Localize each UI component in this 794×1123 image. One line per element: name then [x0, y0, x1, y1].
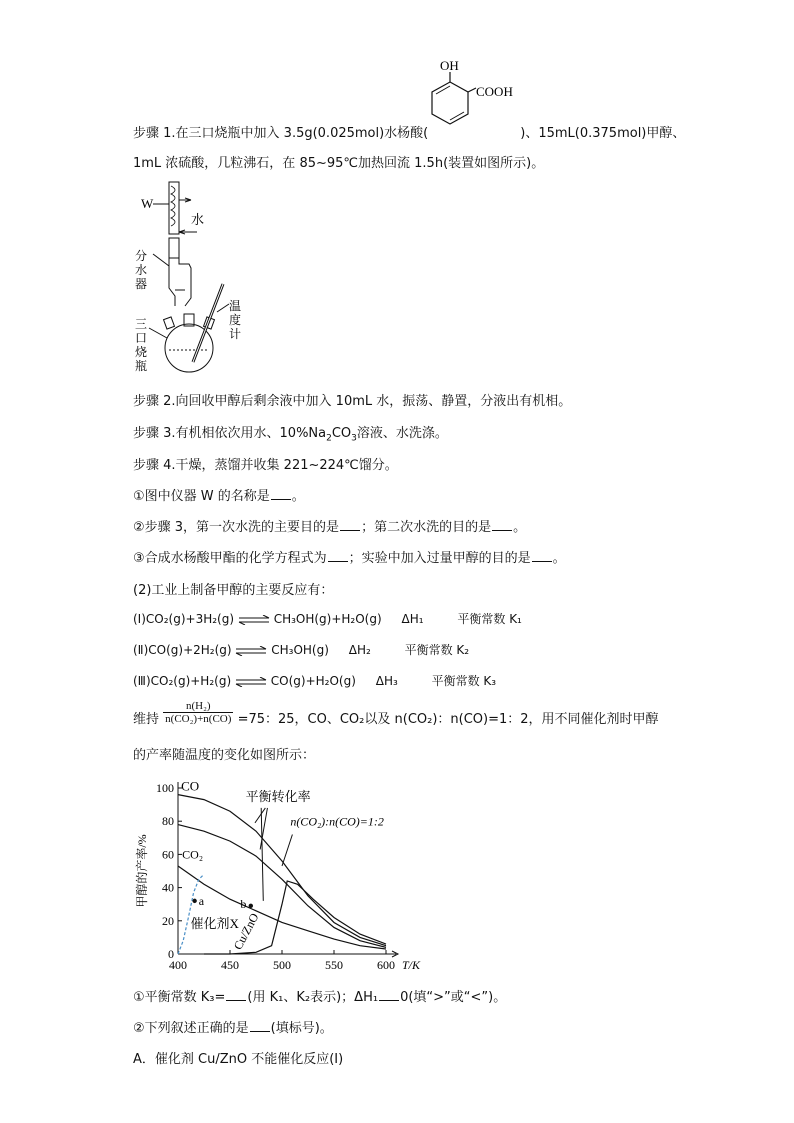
step3-text-a: 步骤 3.有机相依次用水、10%Na — [133, 426, 327, 441]
step4: 步骤 4.干燥，蒸馏并收集 221~224℃馏分。 — [133, 458, 398, 473]
correct-text-a: ②下列叙述正确的是 — [133, 1021, 249, 1036]
arrow-to-co2 — [261, 808, 263, 901]
q2-text-b: ；第二次水洗的目的是 — [361, 520, 492, 535]
x-tick-label: 450 — [221, 958, 239, 972]
step1-line1 — [133, 122, 685, 141]
r1-right: CH₃OH(g)+H₂O(g) — [273, 612, 382, 626]
x-tick-label: 600 — [377, 958, 395, 972]
step3-sub: 2 — [326, 433, 332, 444]
question-k3 — [133, 986, 506, 1005]
thermometer-label-1: 温 — [229, 299, 242, 313]
question-3 — [133, 547, 566, 566]
cooh-label: COOH — [476, 84, 513, 99]
flask-label-3: 烧 — [135, 345, 148, 359]
maintain-text: 维持 — [133, 712, 160, 727]
label-co: CO — [181, 778, 200, 794]
arrow-to-co — [255, 808, 265, 823]
reaction-2 — [133, 641, 469, 658]
x-axis-label: T/K — [402, 958, 421, 972]
part2-intro: (2)工业上制备甲醇的主要反应有： — [133, 583, 334, 598]
step3 — [133, 422, 448, 444]
q1-text: ①图中仪器 W 的名称是 — [133, 489, 270, 504]
q1-end: 。 — [291, 489, 305, 504]
equilibrium-arrow-icon — [235, 677, 267, 687]
y-tick-label: 40 — [162, 880, 174, 895]
k3-text-c: 0(填“>”或“<”)。 — [400, 990, 507, 1005]
equilibrium-arrow-icon — [235, 646, 267, 656]
y-tick-label: 0 — [168, 947, 174, 961]
w-label: W — [141, 196, 154, 211]
r3-right: CO(g)+H₂O(g) — [270, 674, 356, 688]
series-line-3 — [178, 874, 204, 954]
methanol-yield-chart — [132, 770, 442, 980]
label-cuzno: Cu/ZnO — [230, 910, 262, 953]
flask-label-1: 三 — [135, 317, 148, 331]
question-1 — [133, 485, 305, 504]
correct-text-b: (填标号)。 — [270, 1021, 333, 1036]
r2-dh: ΔH₂ — [348, 643, 371, 657]
question-correct — [133, 1017, 333, 1036]
x-tick-label: 400 — [169, 958, 187, 972]
r3-left: (Ⅲ)CO₂(g)+H₂(g) — [133, 674, 232, 688]
fraction-numerator: n(H₂) — [163, 700, 233, 713]
ratio-line-2: 的产率随温度的变化如图所示： — [133, 748, 316, 763]
dh1-blank[interactable] — [379, 990, 399, 1001]
correct-blank[interactable] — [250, 1021, 270, 1032]
separator-label-3: 器 — [135, 277, 148, 291]
apparatus-diagram — [133, 178, 273, 378]
r1-k: 平衡常数 K₁ — [457, 612, 522, 626]
water-label: 水 — [191, 212, 205, 227]
r2-right: CH₃OH(g) — [271, 643, 329, 657]
q2-blank-2[interactable] — [492, 520, 512, 531]
step2: 步骤 2.向回收甲醇后剩余液中加入 10mL 水，振荡、静置，分液出有机相。 — [133, 394, 572, 409]
k3-blank[interactable] — [226, 990, 246, 1001]
label-co2: CO₂ — [182, 847, 204, 862]
q2-text-a: ②步骤 3，第一次水洗的主要目的是 — [133, 520, 340, 535]
r3-dh: ΔH₃ — [375, 674, 398, 688]
x-tick-label: 550 — [325, 958, 343, 972]
flask-label-4: 瓶 — [135, 359, 148, 373]
reaction-1 — [133, 610, 522, 627]
label-equilibrium: 平衡转化率 — [245, 788, 311, 804]
q2-end: 。 — [513, 520, 527, 535]
r1-dh: ΔH₁ — [401, 612, 424, 626]
k3-text-b: (用 K₁、K₂表示)；ΔH₁ — [247, 990, 379, 1005]
q3-blank-2[interactable] — [532, 551, 552, 562]
thermometer-label-3: 计 — [229, 327, 242, 341]
label-b: b — [240, 896, 247, 911]
y-tick-label: 20 — [162, 913, 174, 928]
label-catalyst-x: 催化剂X — [190, 916, 239, 932]
step1-suffix: )、15mL(0.375mol)甲醇、 — [520, 126, 686, 141]
y-tick-label: 80 — [162, 814, 174, 829]
separator-label-1: 分 — [135, 249, 148, 263]
y-tick-label: 60 — [162, 847, 174, 862]
ratio-line — [133, 700, 659, 736]
r1-left: (Ⅰ)CO₂(g)+3H₂(g) — [133, 612, 235, 626]
fraction-denominator: n(CO₂)+n(CO) — [165, 713, 232, 725]
equilibrium-arrow-icon — [238, 615, 270, 625]
ratio-text: =75：25，CO、CO₂以及 n(CO₂)：n(CO)=1：2，用不同催化剂时甲醇 — [237, 712, 659, 727]
r2-left: (Ⅱ)CO(g)+2H₂(g) — [133, 643, 232, 657]
k3-text-a: ①平衡常数 K₃= — [133, 990, 226, 1005]
reaction-3 — [133, 672, 496, 689]
q3-end: 。 — [552, 551, 566, 566]
r2-k: 平衡常数 K₂ — [404, 643, 470, 657]
q2-blank-1[interactable] — [340, 520, 360, 531]
step3-text-c: 溶液、水洗涤。 — [356, 426, 448, 441]
option-a: A．催化剂 Cu/ZnO 不能催化反应(Ⅰ) — [133, 1052, 344, 1067]
step1-line2: 1mL 浓硫酸，几粒沸石，在 85~95℃加热回流 1.5h(装置如图所示)。 — [133, 156, 545, 171]
x-tick-label: 500 — [273, 958, 291, 972]
r3-k: 平衡常数 K₃ — [431, 674, 497, 688]
step3-text-b: CO — [331, 426, 352, 441]
flask-label-2: 口 — [135, 331, 148, 345]
ratio-fraction — [163, 700, 233, 725]
q3-text-a: ③合成水杨酸甲酯的化学方程式为 — [133, 551, 327, 566]
step1-prefix: 步骤 1.在三口烧瓶中加入 3.5g(0.025mol)水杨酸( — [133, 126, 429, 141]
q1-blank[interactable] — [271, 489, 291, 500]
q3-text-b: ；实验中加入过量甲醇的目的是 — [348, 551, 531, 566]
point-b — [249, 904, 253, 908]
y-tick-label: 100 — [156, 781, 174, 795]
oh-label: OH — [440, 58, 459, 73]
point-a — [192, 899, 196, 903]
label-ratio: n(CO₂):n(CO)=1:2 — [290, 814, 384, 829]
separator-label-2: 水 — [135, 263, 148, 277]
ratio-pointer — [282, 834, 292, 866]
series-line-2 — [178, 866, 386, 949]
step3-sub2: 3 — [351, 433, 357, 444]
y-axis-label: 甲醇的产率/% — [135, 834, 149, 908]
thermometer-label-2: 度 — [229, 313, 242, 327]
q3-blank-1[interactable] — [328, 551, 348, 562]
question-2 — [133, 516, 526, 535]
label-a: a — [198, 893, 205, 908]
